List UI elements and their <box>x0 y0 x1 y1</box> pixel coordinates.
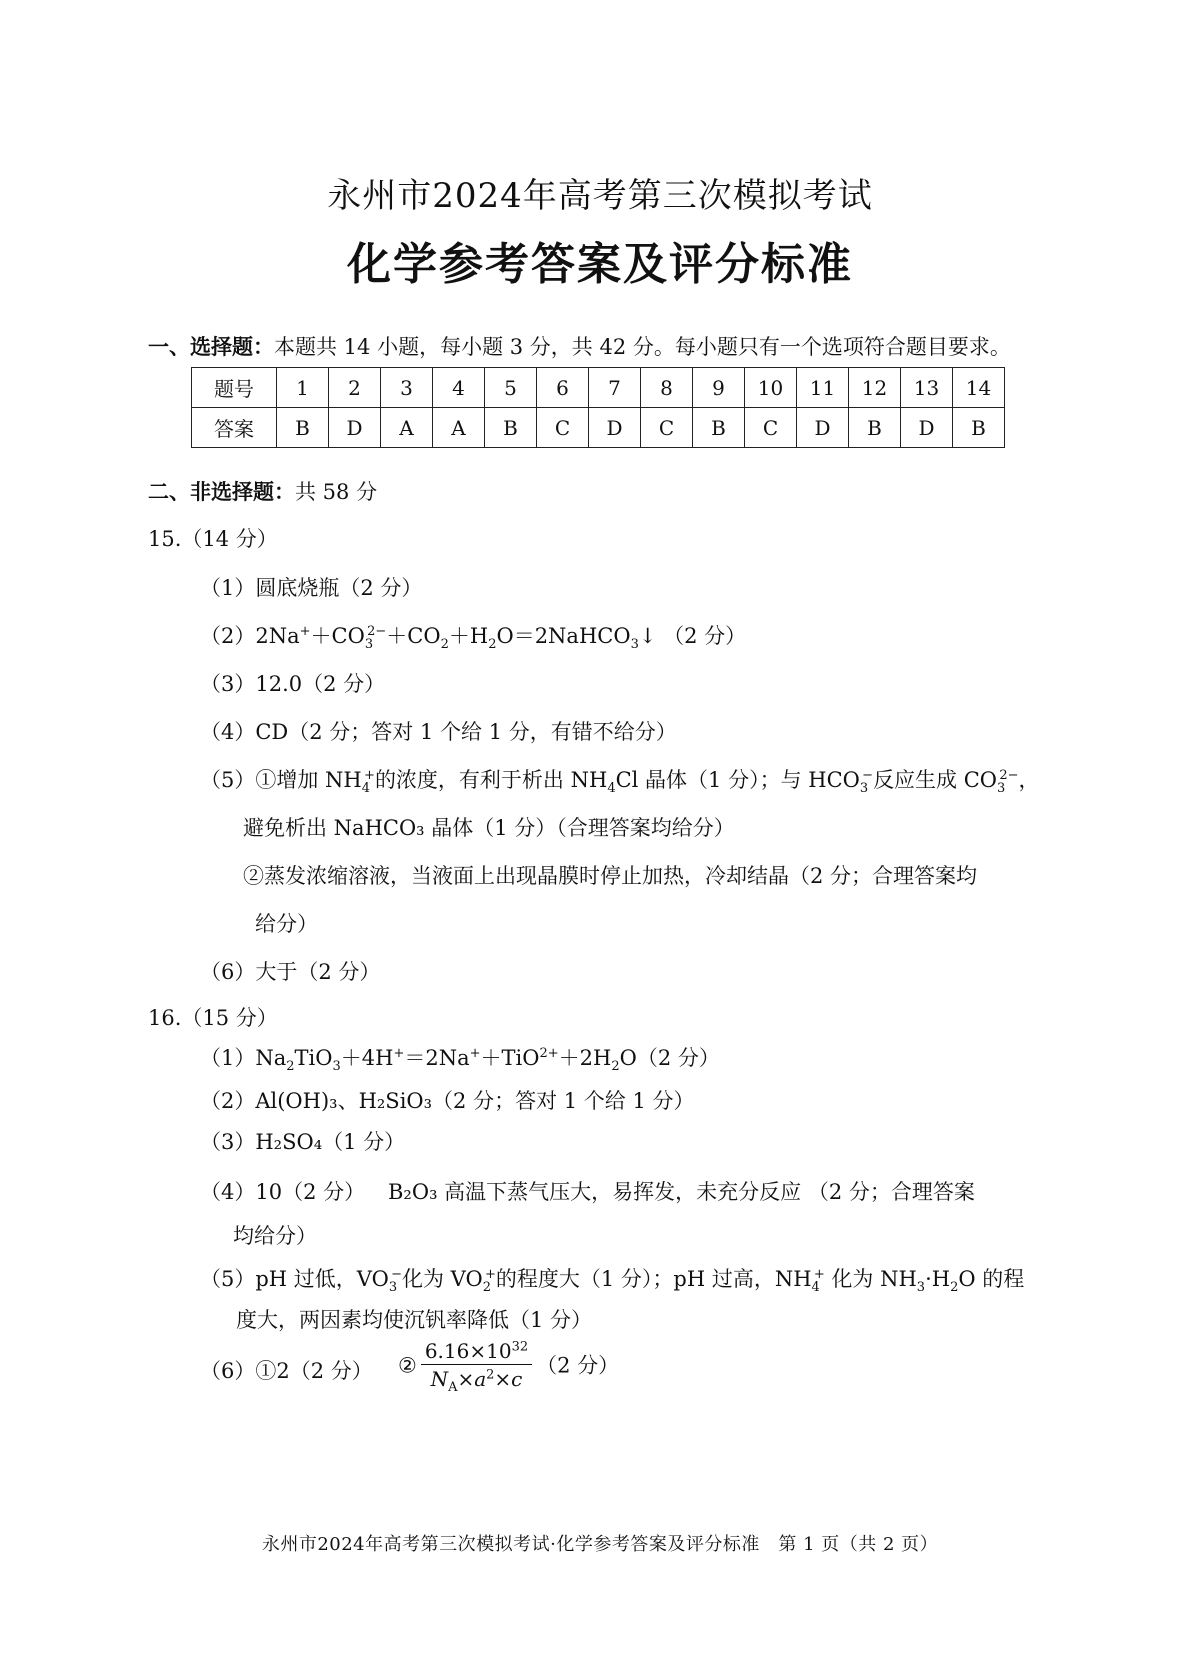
question-number-cell: 3 <box>381 368 433 408</box>
q16-part3: （3）H₂SO₄（1 分） <box>200 1130 406 1154</box>
section1-desc: 本题共 14 小题，每小题 3 分，共 42 分。每小题只有一个选项符合题目要求。 <box>274 335 1011 359</box>
answer-cell: D <box>901 408 953 448</box>
answer-table <box>191 367 1005 448</box>
q16-part6-b: ② $\frac{6.16\times 10^{32}}{N_A\times a^2\times c}$ （2 分） <box>398 1339 620 1395</box>
answer-cell: A <box>381 408 433 448</box>
answer-row <box>192 408 1005 448</box>
q15-heading: 15.（14 分） <box>148 527 278 551</box>
q16-part4-a: （4）10（2 分） <box>200 1180 366 1204</box>
q15-part5-line1: （5）①增加 $NH_4^+$的浓度，有利于析出 $NH_4Cl$ 晶体（1 分）；与 $HCO_3^-$反应生成 $CO_3^{2-}$， <box>200 768 1040 797</box>
q15-part5-line2: 避免析出 NaHCO₃ 晶体（1 分）（合理答案均给分） <box>243 816 735 840</box>
answer-cell: C <box>745 408 797 448</box>
question-number-cell: 11 <box>797 368 849 408</box>
q16-part5-line1: （5）pH 过低，$VO_3^-$化为 $VO_2^+$的程度大（1 分）；pH 过高，$NH_4^+$ 化为 $NH_3\cdot H_2O$ 的程 <box>200 1267 1025 1296</box>
section1-heading: 一、选择题： <box>148 335 274 359</box>
q15-part6: （6）大于（2 分） <box>200 960 381 984</box>
q15-part3: （3）12.0（2 分） <box>200 672 386 696</box>
question-number-cell: 4 <box>433 368 485 408</box>
question-number-cell: 7 <box>589 368 641 408</box>
answer-cell: B <box>277 408 329 448</box>
q16-part5-line2: 度大，两因素均使沉钒率降低（1 分） <box>236 1308 593 1332</box>
question-number-cell: 12 <box>849 368 901 408</box>
question-number-cell: 8 <box>641 368 693 408</box>
question-number-row <box>192 368 1005 408</box>
q16-part4-b: B₂O₃ 高温下蒸气压大，易挥发，未充分反应 （2 分；合理答案 <box>388 1180 975 1204</box>
q15-part1: （1）圆底烧瓶（2 分） <box>200 576 423 600</box>
q15-part5-line4: 给分） <box>255 912 318 936</box>
q16-heading: 16.（15 分） <box>148 1006 278 1030</box>
answer-cell: C <box>641 408 693 448</box>
document-title: 永州市2024年高考第三次模拟考试 <box>327 176 873 216</box>
q16-part4-c: 均给分） <box>233 1224 317 1248</box>
question-number-cell: 6 <box>537 368 589 408</box>
question-number-cell: 10 <box>745 368 797 408</box>
q16-part6-a: （6）①2（2 分） <box>200 1359 373 1383</box>
question-number-cell: 9 <box>693 368 745 408</box>
section2-heading: 二、非选择题： <box>148 480 295 504</box>
question-number-cell: 13 <box>901 368 953 408</box>
question-number-cell: 1 <box>277 368 329 408</box>
question-number-cell: 14 <box>953 368 1005 408</box>
q16-part1: $(1)Na_2TiO_3+4H^+=2Na^++TiO^{2+}+2H_2O(2$ 分） <box>200 1046 720 1075</box>
row-header-question: 题号 <box>192 368 277 408</box>
answer-cell: D <box>589 408 641 448</box>
q15-part5-line3: ②蒸发浓缩溶液，当液面上出现晶膜时停止加热，冷却结晶（2 分；合理答案均 <box>243 864 978 888</box>
answer-cell: B <box>693 408 745 448</box>
page-footer: 永州市2024年高考第三次模拟考试·化学参考答案及评分标准 第 1 页（共 2 页） <box>261 1534 939 1555</box>
answer-cell: D <box>329 408 381 448</box>
answer-cell: C <box>537 408 589 448</box>
answer-cell: D <box>797 408 849 448</box>
row-header-answer: 答案 <box>192 408 277 448</box>
question-number-cell: 2 <box>329 368 381 408</box>
answer-cell: B <box>953 408 1005 448</box>
question-number-cell: 5 <box>485 368 537 408</box>
answer-cell: A <box>433 408 485 448</box>
section2-intro <box>148 478 377 506</box>
q15-part2: $(2)2Na^++CO_3^{2-}+CO_2+H_2O=2NaHCO_3↓$ （2 分） <box>200 624 747 653</box>
q15-part4: （4）CD（2 分；答对 1 个给 1 分，有错不给分） <box>200 720 677 744</box>
document-subtitle: 化学参考答案及评分标准 <box>347 239 853 290</box>
q16-part2: （2）Al(OH)₃、H₂SiO₃（2 分；答对 1 个给 1 分） <box>200 1089 695 1113</box>
answer-cell: B <box>849 408 901 448</box>
density-fraction: $\frac{6.16\times 10^{32}}{N_A\times a^2\times c}$ <box>421 1338 532 1393</box>
section1-intro <box>148 333 1011 361</box>
section2-desc: 共 58 分 <box>295 480 378 504</box>
answer-cell: B <box>485 408 537 448</box>
